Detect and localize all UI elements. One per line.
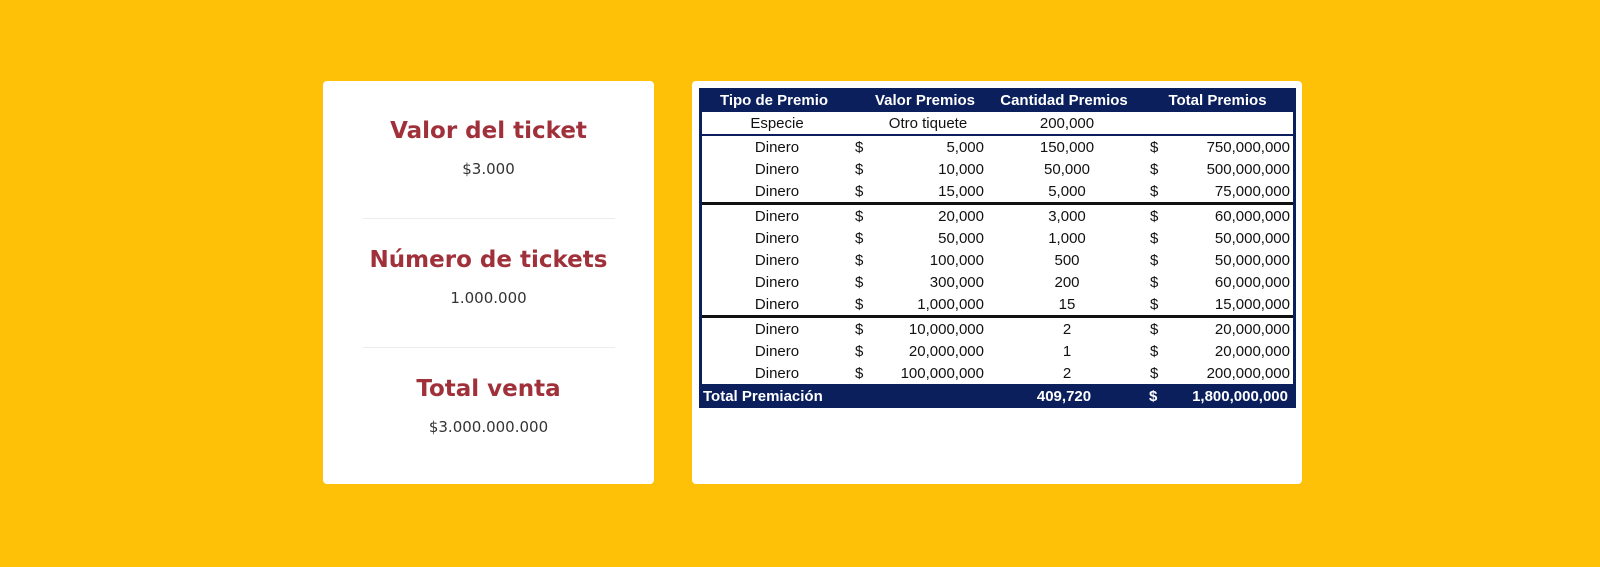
cell-currency: $ xyxy=(855,161,864,178)
cell-cantidad: 200,000 xyxy=(1039,115,1095,132)
cell-tipo: Dinero xyxy=(754,296,800,313)
stat-value: 1.000.000 xyxy=(450,289,527,307)
cell-total: 15,000,000 xyxy=(1214,296,1290,313)
table-row xyxy=(702,227,1293,249)
table-row xyxy=(702,340,1293,362)
footer-cantidad: 409,720 xyxy=(1036,388,1092,405)
table-row xyxy=(702,318,1293,340)
table-header xyxy=(699,88,1296,112)
footer-currency: $ xyxy=(1149,388,1158,405)
header-valor: Valor Premios xyxy=(874,92,976,109)
table-row xyxy=(702,112,1293,134)
cell-currency: $ xyxy=(855,139,864,156)
stat-title: Número de tickets xyxy=(369,247,608,273)
cell-cantidad: 1 xyxy=(1062,343,1072,360)
cell-tipo: Dinero xyxy=(754,274,800,291)
cell-currency: $ xyxy=(855,365,864,382)
cell-valor: 1,000,000 xyxy=(917,296,984,313)
cell-currency: $ xyxy=(855,183,864,200)
table-row xyxy=(702,271,1293,293)
cell-tipo: Dinero xyxy=(754,230,800,247)
table-row xyxy=(702,205,1293,227)
cell-tipo: Dinero xyxy=(754,343,800,360)
cell-tipo: Dinero xyxy=(754,321,800,338)
cell-valor: 10,000,000 xyxy=(908,321,984,338)
table-row xyxy=(702,180,1293,202)
cell-currency: $ xyxy=(855,274,864,291)
cell-currency: $ xyxy=(855,230,864,247)
cell-tipo: Especie xyxy=(750,115,804,132)
table-row xyxy=(702,249,1293,271)
cell-total: 60,000,000 xyxy=(1214,274,1290,291)
cell-currency: $ xyxy=(1150,321,1159,338)
table-row xyxy=(702,158,1293,180)
cell-total: 200,000,000 xyxy=(1206,365,1290,382)
footer-total: 1,800,000,000 xyxy=(1192,388,1288,405)
cell-cantidad: 3,000 xyxy=(1048,208,1086,225)
table-row xyxy=(702,293,1293,315)
cell-total: 500,000,000 xyxy=(1206,161,1290,178)
cell-currency: $ xyxy=(855,252,864,269)
divider xyxy=(363,347,615,348)
cell-valor: 10,000 xyxy=(938,161,984,178)
prize-table-card xyxy=(692,81,1302,484)
table-body xyxy=(699,112,1296,384)
cell-currency: $ xyxy=(855,296,864,313)
table-footer xyxy=(699,384,1296,408)
cell-total: 50,000,000 xyxy=(1214,230,1290,247)
ticket-stats-card xyxy=(323,81,654,484)
cell-currency: $ xyxy=(1150,139,1159,156)
cell-valor: 5,000 xyxy=(946,139,984,156)
cell-valor: 100,000,000 xyxy=(900,365,984,382)
cell-total: 75,000,000 xyxy=(1214,183,1290,200)
stat-total-sales xyxy=(323,375,654,437)
cell-cantidad: 150,000 xyxy=(1039,139,1095,156)
stat-value: $3.000 xyxy=(462,160,515,178)
cell-valor: 15,000 xyxy=(938,183,984,200)
cell-cantidad: 1,000 xyxy=(1048,230,1086,247)
footer-label: Total Premiación xyxy=(703,388,823,405)
cell-tipo: Dinero xyxy=(754,183,800,200)
stat-ticket-count xyxy=(323,246,654,308)
cell-currency: $ xyxy=(1150,296,1159,313)
divider xyxy=(363,218,615,219)
table-row xyxy=(702,362,1293,384)
header-cantidad: Cantidad Premios xyxy=(1000,92,1128,109)
table-row xyxy=(702,136,1293,158)
cell-currency: $ xyxy=(855,343,864,360)
cell-cantidad: 5,000 xyxy=(1048,183,1086,200)
cell-tipo: Dinero xyxy=(754,252,800,269)
cell-currency: $ xyxy=(1150,365,1159,382)
cell-cantidad: 50,000 xyxy=(1044,161,1090,178)
cell-valor: 100,000 xyxy=(929,252,984,269)
row-group xyxy=(702,205,1293,318)
cell-cantidad: 2 xyxy=(1062,321,1072,338)
cell-tipo: Dinero xyxy=(754,365,800,382)
cell-total: 50,000,000 xyxy=(1214,252,1290,269)
cell-total: 60,000,000 xyxy=(1214,208,1290,225)
cell-tipo: Dinero xyxy=(754,208,800,225)
cell-valor: 20,000,000 xyxy=(908,343,984,360)
cell-currency: $ xyxy=(1150,183,1159,200)
cell-valor: 20,000 xyxy=(938,208,984,225)
header-total: Total Premios xyxy=(1168,92,1267,109)
header-tipo: Tipo de Premio xyxy=(719,92,829,109)
cell-tipo: Dinero xyxy=(754,161,800,178)
cell-total: 20,000,000 xyxy=(1214,321,1290,338)
cell-tipo: Dinero xyxy=(754,139,800,156)
cell-cantidad: 15 xyxy=(1058,296,1076,313)
cell-cantidad: 200 xyxy=(1054,274,1080,291)
cell-currency: $ xyxy=(1150,161,1159,178)
cell-currency: $ xyxy=(1150,252,1159,269)
row-group xyxy=(702,112,1293,136)
cell-currency: $ xyxy=(1150,343,1159,360)
cell-currency: $ xyxy=(1150,208,1159,225)
cell-valor: Otro tiquete xyxy=(888,115,968,132)
cell-valor: 300,000 xyxy=(929,274,984,291)
cell-cantidad: 500 xyxy=(1054,252,1080,269)
stat-title: Valor del ticket xyxy=(390,118,587,144)
cell-currency: $ xyxy=(855,208,864,225)
stat-ticket-value xyxy=(323,117,654,179)
cell-total: 20,000,000 xyxy=(1214,343,1290,360)
cell-currency: $ xyxy=(1150,230,1159,247)
stat-value: $3.000.000.000 xyxy=(428,418,549,436)
cell-cantidad: 2 xyxy=(1062,365,1072,382)
cell-valor: 50,000 xyxy=(938,230,984,247)
cell-currency: $ xyxy=(1150,274,1159,291)
stat-title: Total venta xyxy=(416,376,561,402)
prize-table xyxy=(699,88,1296,408)
row-group xyxy=(702,318,1293,384)
row-group xyxy=(702,136,1293,205)
cell-total: 750,000,000 xyxy=(1206,139,1290,156)
cell-currency: $ xyxy=(855,321,864,338)
